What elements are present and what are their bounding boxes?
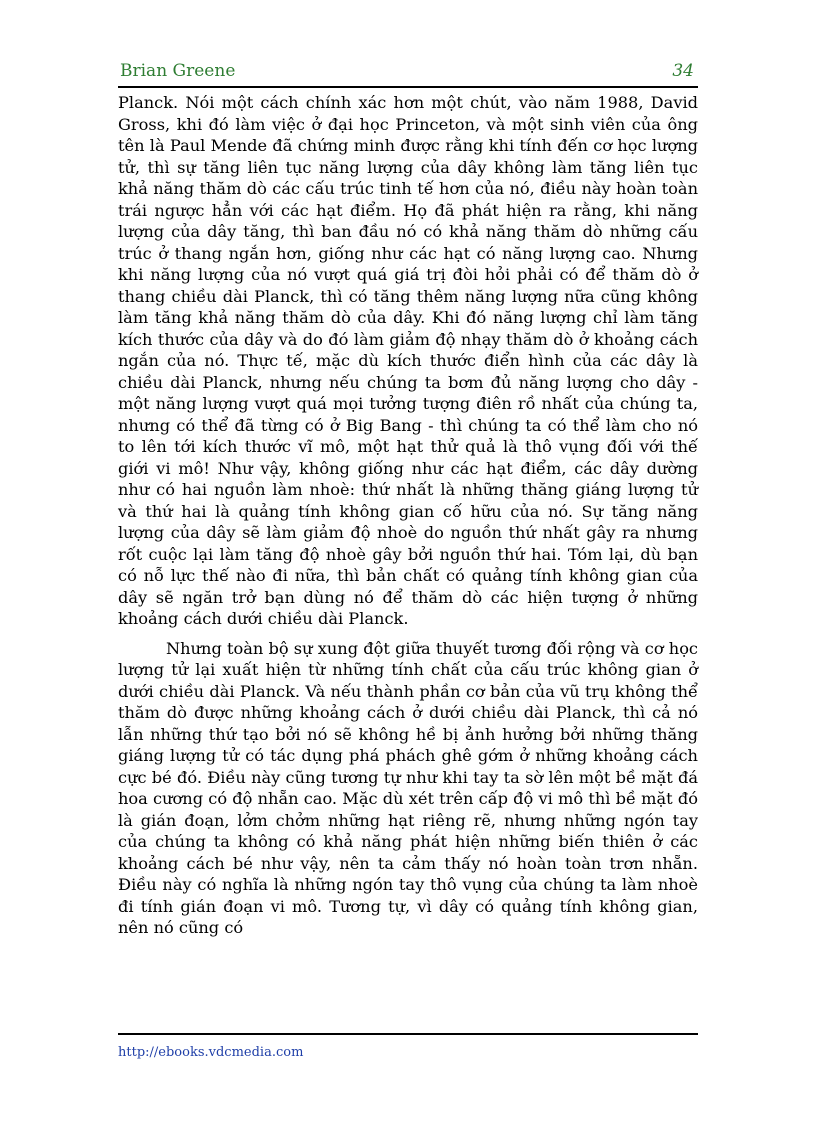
footer-url[interactable]: http://ebooks.vdcmedia.com [118, 1045, 304, 1060]
footer-divider [118, 1033, 698, 1035]
page-body [118, 92, 698, 939]
page-number: 34 [672, 61, 694, 81]
paragraph-1: Planck. Nói một cách chính xác hơn một chút, vào năm 1988, David Gross, khi đó làm việc ở đại học Princeton, và một sinh viên của ông tên là Paul Mende đã chứng minh được rằng khi tính đến cơ học lượng tử, thì sự tăng liên tục năng lượng của dây không làm tăng liên tục khả năng thăm dò các cấu trúc tinh tế hơn của nó, điều này hoàn toàn trái ngược hẳn với các hạt điểm. Họ đã phát hiện ra rằng, khi năng lượng của dây tăng, thì ban đầu nó có khả năng thăm dò những cấu trúc ở thang ngắn hơn, giống như các hạt có năng lượng cao. Nhưng khi năng lượng của nó vượt quá giá trị đòi hỏi phải có để thăm dò ở thang chiều dài Planck, thì có tăng thêm năng lượng nữa cũng không làm tăng khả năng thăm dò của dây. Khi đó năng lượng chỉ làm tăng kích thước của dây và do đó làm giảm độ nhạy thăm dò ở khoảng cách ngắn của nó. Thực tế, mặc dù kích thước điển hình của các dây là chiều dài Planck, nhưng nếu chúng ta bơm đủ năng lượng cho dây - một năng lượng vượt quá mọi tưởng tượng điên rồ nhất của chúng ta, nhưng có thể đã từng có ở Big Bang - thì chúng ta có thể làm cho nó to lên tới kích thước vĩ mô, một hạt thử quả là thô vụng đối với thế giới vi mô! Như vậy, không giống như các hạt điểm, các dây dường như có hai nguồn làm nhoè: thứ nhất là những thăng giáng lượng tử và thứ hai là quảng tính không gian cố hữu của nó. Sự tăng năng lượng của dây sẽ làm giảm độ nhoè do nguồn thứ nhất gây ra nhưng rốt cuộc lại làm tăng độ nhoè gây bởi nguồn thứ hai. Tóm lại, dù bạn có nỗ lực thế nào đi nữa, thì bản chất có quảng tính không gian của dây sẽ ngăn trở bạn dùng nó để thăm dò các hiện tượng ở những khoảng cách dưới chiều dài Planck. [118, 93, 698, 628]
author-name: Brian Greene [120, 61, 236, 81]
paragraph-2: Nhưng toàn bộ sự xung đột giữa thuyết tương đối rộng và cơ học lượng tử lại xuất hiện từ những tính chất của cấu trúc không gian ở dưới chiều dài Planck. Và nếu thành phần cơ bản của vũ trụ không thể thăm dò được những khoảng cách ở dưới chiều dài Planck, thì cả nó lẫn những thứ tạo bởi nó sẽ không hề bị ảnh hưởng bởi những thăng giáng lượng tử có tác dụng phá phách ghê gớm ở những khoảng cách cực bé đó. Điều này cũng tương tự như khi tay ta sờ lên một bề mặt đá hoa cương có độ nhẵn cao. Mặc dù xét trên cấp độ vi mô thì bề mặt đó là gián đoạn, lởm chởm những hạt riêng rẽ, nhưng những ngón tay của chúng ta không có khả năng phát hiện những biến thiên ở các khoảng cách bé như vậy, nên ta cảm thấy nó hoàn toàn trơn nhẵn. Điều này có nghĩa là những ngón tay thô vụng của chúng ta làm nhoè đi tính gián đoạn vi mô. Tương tự, vì dây có quảng tính không gian, nên nó cũng có [118, 638, 698, 937]
page-header [118, 60, 698, 88]
